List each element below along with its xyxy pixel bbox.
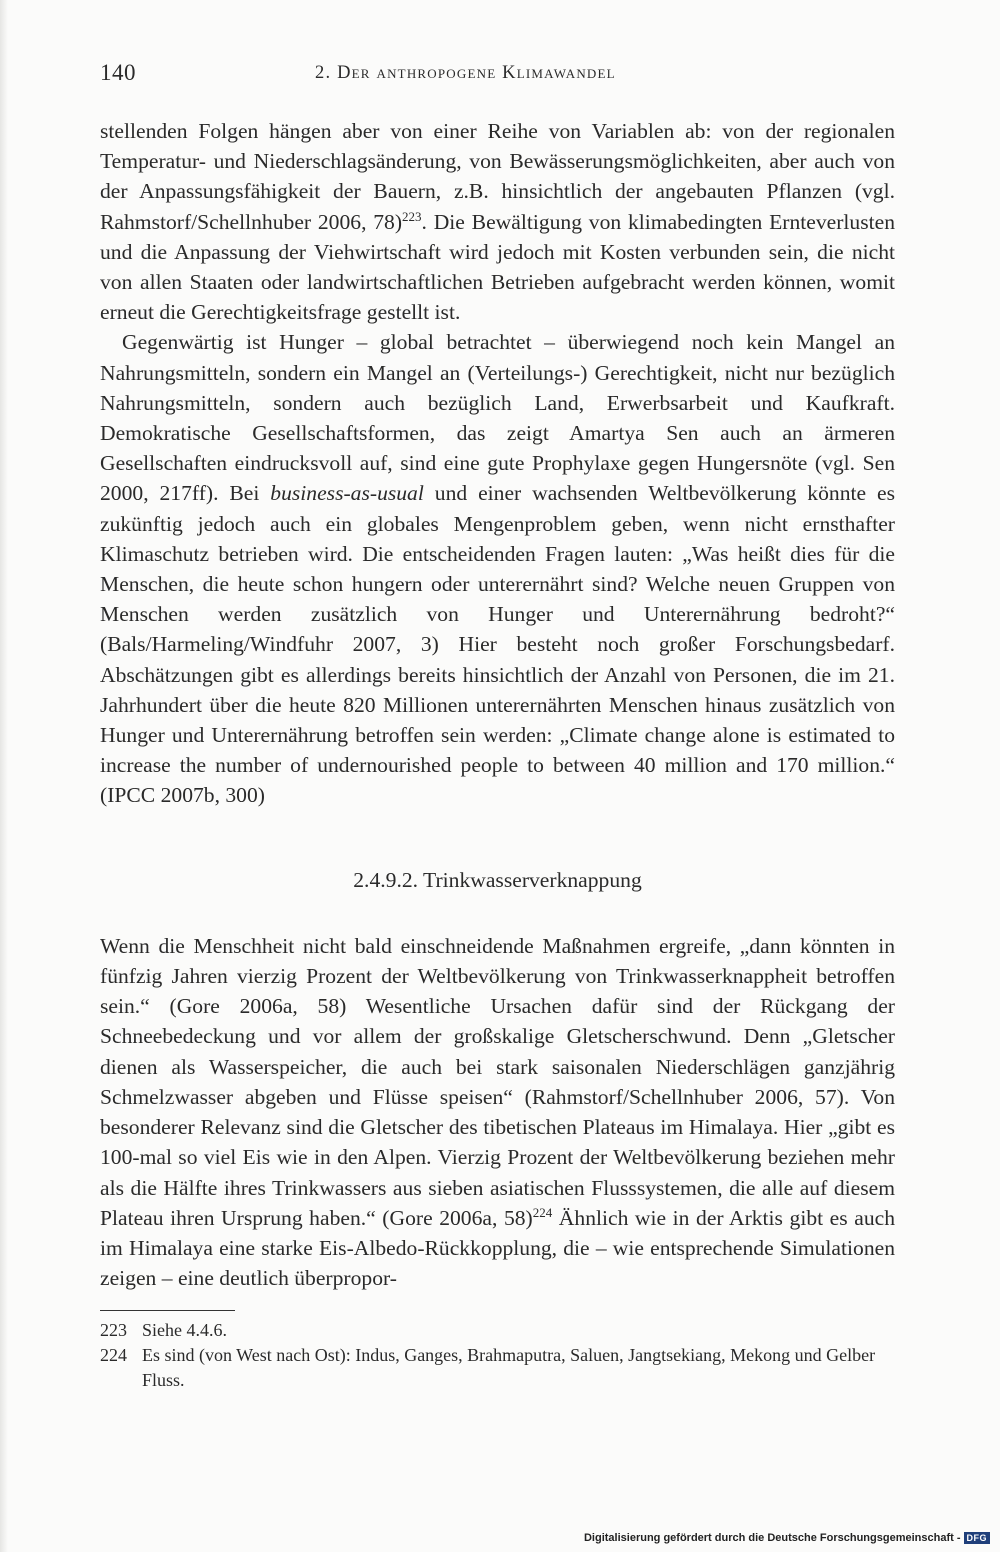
page-number: 140 bbox=[100, 60, 136, 85]
footnote bbox=[100, 1318, 895, 1343]
footnote bbox=[100, 1343, 895, 1393]
running-head: 2. Der anthropogene Klimawandel bbox=[315, 63, 616, 83]
paragraph-3 bbox=[100, 931, 895, 1293]
paragraph-1-text-b: . Die Bewältigung von klimabedingten Ernteverlusten und die Anpassung der Viehwirtschaft wird jedoch mit Kosten verbunden sein, die nicht von allen Staaten oder landwirtschaftlichen Betrieben aufgebracht werden können, womit erneut die Gerechtigkeitsfrage gestellt ist. bbox=[100, 209, 895, 325]
footnote-text: Siehe 4.4.6. bbox=[142, 1320, 227, 1340]
paragraph-3-text-a: Wenn die Menschheit nicht bald einschneidende Maßnahmen ergreife, „dann könnten in fünfzig Jahren vierzig Prozent der Weltbevölkerung von Trinkwasserknappheit betroffen sein.“ (Gore 2006a, 58) Wesentliche Ursachen dafür sind der Rückgang der Schneebedeckung und vor allem der großskalige Gletscherschwund. Denn „Gletscher dienen als Wasserspeicher, die auch bei stark saisonalen Niederschlägen ganzjährig Schmelzwasser abgeben und Flüsse speisen“ (Rahmstorf/Schellnhuber 2006, 57). Von besonderer Relevanz sind die Gletscher des tibetischen Plateaus im Himalaya. Hier „gibt es 100-mal so viel Eis wie in den Alpen. Vierzig Prozent der Weltbevölkerung beziehen mehr als die Hälfte ihres Trinkwassers aus sieben asiatischen Flusssystemen, die alle auf diesem Plateau ihren Ursprung haben.“ (Gore 2006a, 58) bbox=[100, 933, 895, 1230]
digitization-credit bbox=[584, 1532, 990, 1544]
paragraph-1-text-a: stellenden Folgen hängen aber von einer Reihe von Variablen ab: von der regionalen Temperatur- und Niederschlagsänderung, von Bewässerungsmöglichkeiten, aber auch von der Anpassungsfähigkeit der Bauern, z.B. hinsichtlich der angebauten Pflanzen (vgl. Rahmstorf/Schellnhuber 2006, 78) bbox=[100, 119, 895, 234]
section-heading: 2.4.9.2. Trinkwasserverknappung bbox=[353, 867, 642, 892]
credit-text: Digitalisierung gefördert durch die Deutsche Forschungsgemeinschaft - bbox=[583, 1532, 961, 1544]
footnote-ref-224: 224 bbox=[532, 1204, 553, 1220]
footnote-number: 223 bbox=[100, 1320, 127, 1340]
paragraph-3-text-b: Ähnlich wie in der Arktis gibt es auch im Himalaya eine starke Eis-Albedo-Rückkopplung, die – wie entsprechende Simulationen zeigen – eine deutlich überpropor- bbox=[100, 1205, 895, 1291]
paragraph-2-text-a: Gegenwärtig ist Hunger – global betrachtet – überwiegend noch kein Mangel an Nahrungsmitteln, sondern ein Mangel an (Verteilungs-) Gerechtigkeit, nicht nur bezüglich Nahrungsmitteln, sondern auch bezüglich Land, Erwerbsarbeit und Kaufkraft. Demokratische Gesellschaftsformen, das zeigt Amartya Sen auch an ärmeren Gesellschaften eindrucksvoll auf, sind eine gute Prophylaxe gegen Hungersnöte (vgl. Sen 2000, 217ff). Bei bbox=[100, 330, 895, 506]
footnote-text: Es sind (von West nach Ost): Indus, Ganges, Brahmaputra, Saluen, Jangtsekiang, Mekong und Gelber Fluss. bbox=[142, 1345, 876, 1390]
footnote-ref-223: 223 bbox=[402, 208, 422, 224]
paragraph-2-italic: business-as-usual bbox=[270, 481, 424, 506]
paragraph-2 bbox=[100, 327, 895, 810]
footnote-number: 224 bbox=[100, 1345, 127, 1365]
main-text bbox=[100, 116, 895, 1293]
footnotes bbox=[100, 1318, 895, 1393]
page-header bbox=[100, 60, 895, 96]
paragraph-1 bbox=[100, 116, 895, 327]
footnote-separator bbox=[100, 1310, 235, 1311]
scan-page-edge bbox=[0, 0, 8, 1552]
dfg-logo: DFG bbox=[964, 1532, 991, 1544]
paragraph-2-text-b: und einer wachsenden Weltbevölkerung könnte es zukünftig jedoch auch ein globales Mengenproblem geben, wenn nicht ernsthafter Klimaschutz betrieben wird. Die entscheidenden Fragen lauten: „Was heißt dies für die Menschen, die heute schon hungern oder unterernährt sind? Welche neuen Gruppen von Menschen werden zusätzlich von Hunger und Unterernährung bedroht?“ (Bals/Harmeling/Windfuhr 2007, 3) Hier besteht noch großer Forschungsbedarf. Abschätzungen gibt es allerdings bereits hinsichtlich der Anzahl von Personen, die im 21. Jahrhundert über die heute 820 Millionen unterernährten Menschen hinaus zusätzlich von Hunger und Unterernährung betroffen sein werden: „Climate change alone is estimated to increase the number of undernourished people to between 40 million and 170 million.“ (IPCC 2007b, 300) bbox=[100, 481, 895, 808]
